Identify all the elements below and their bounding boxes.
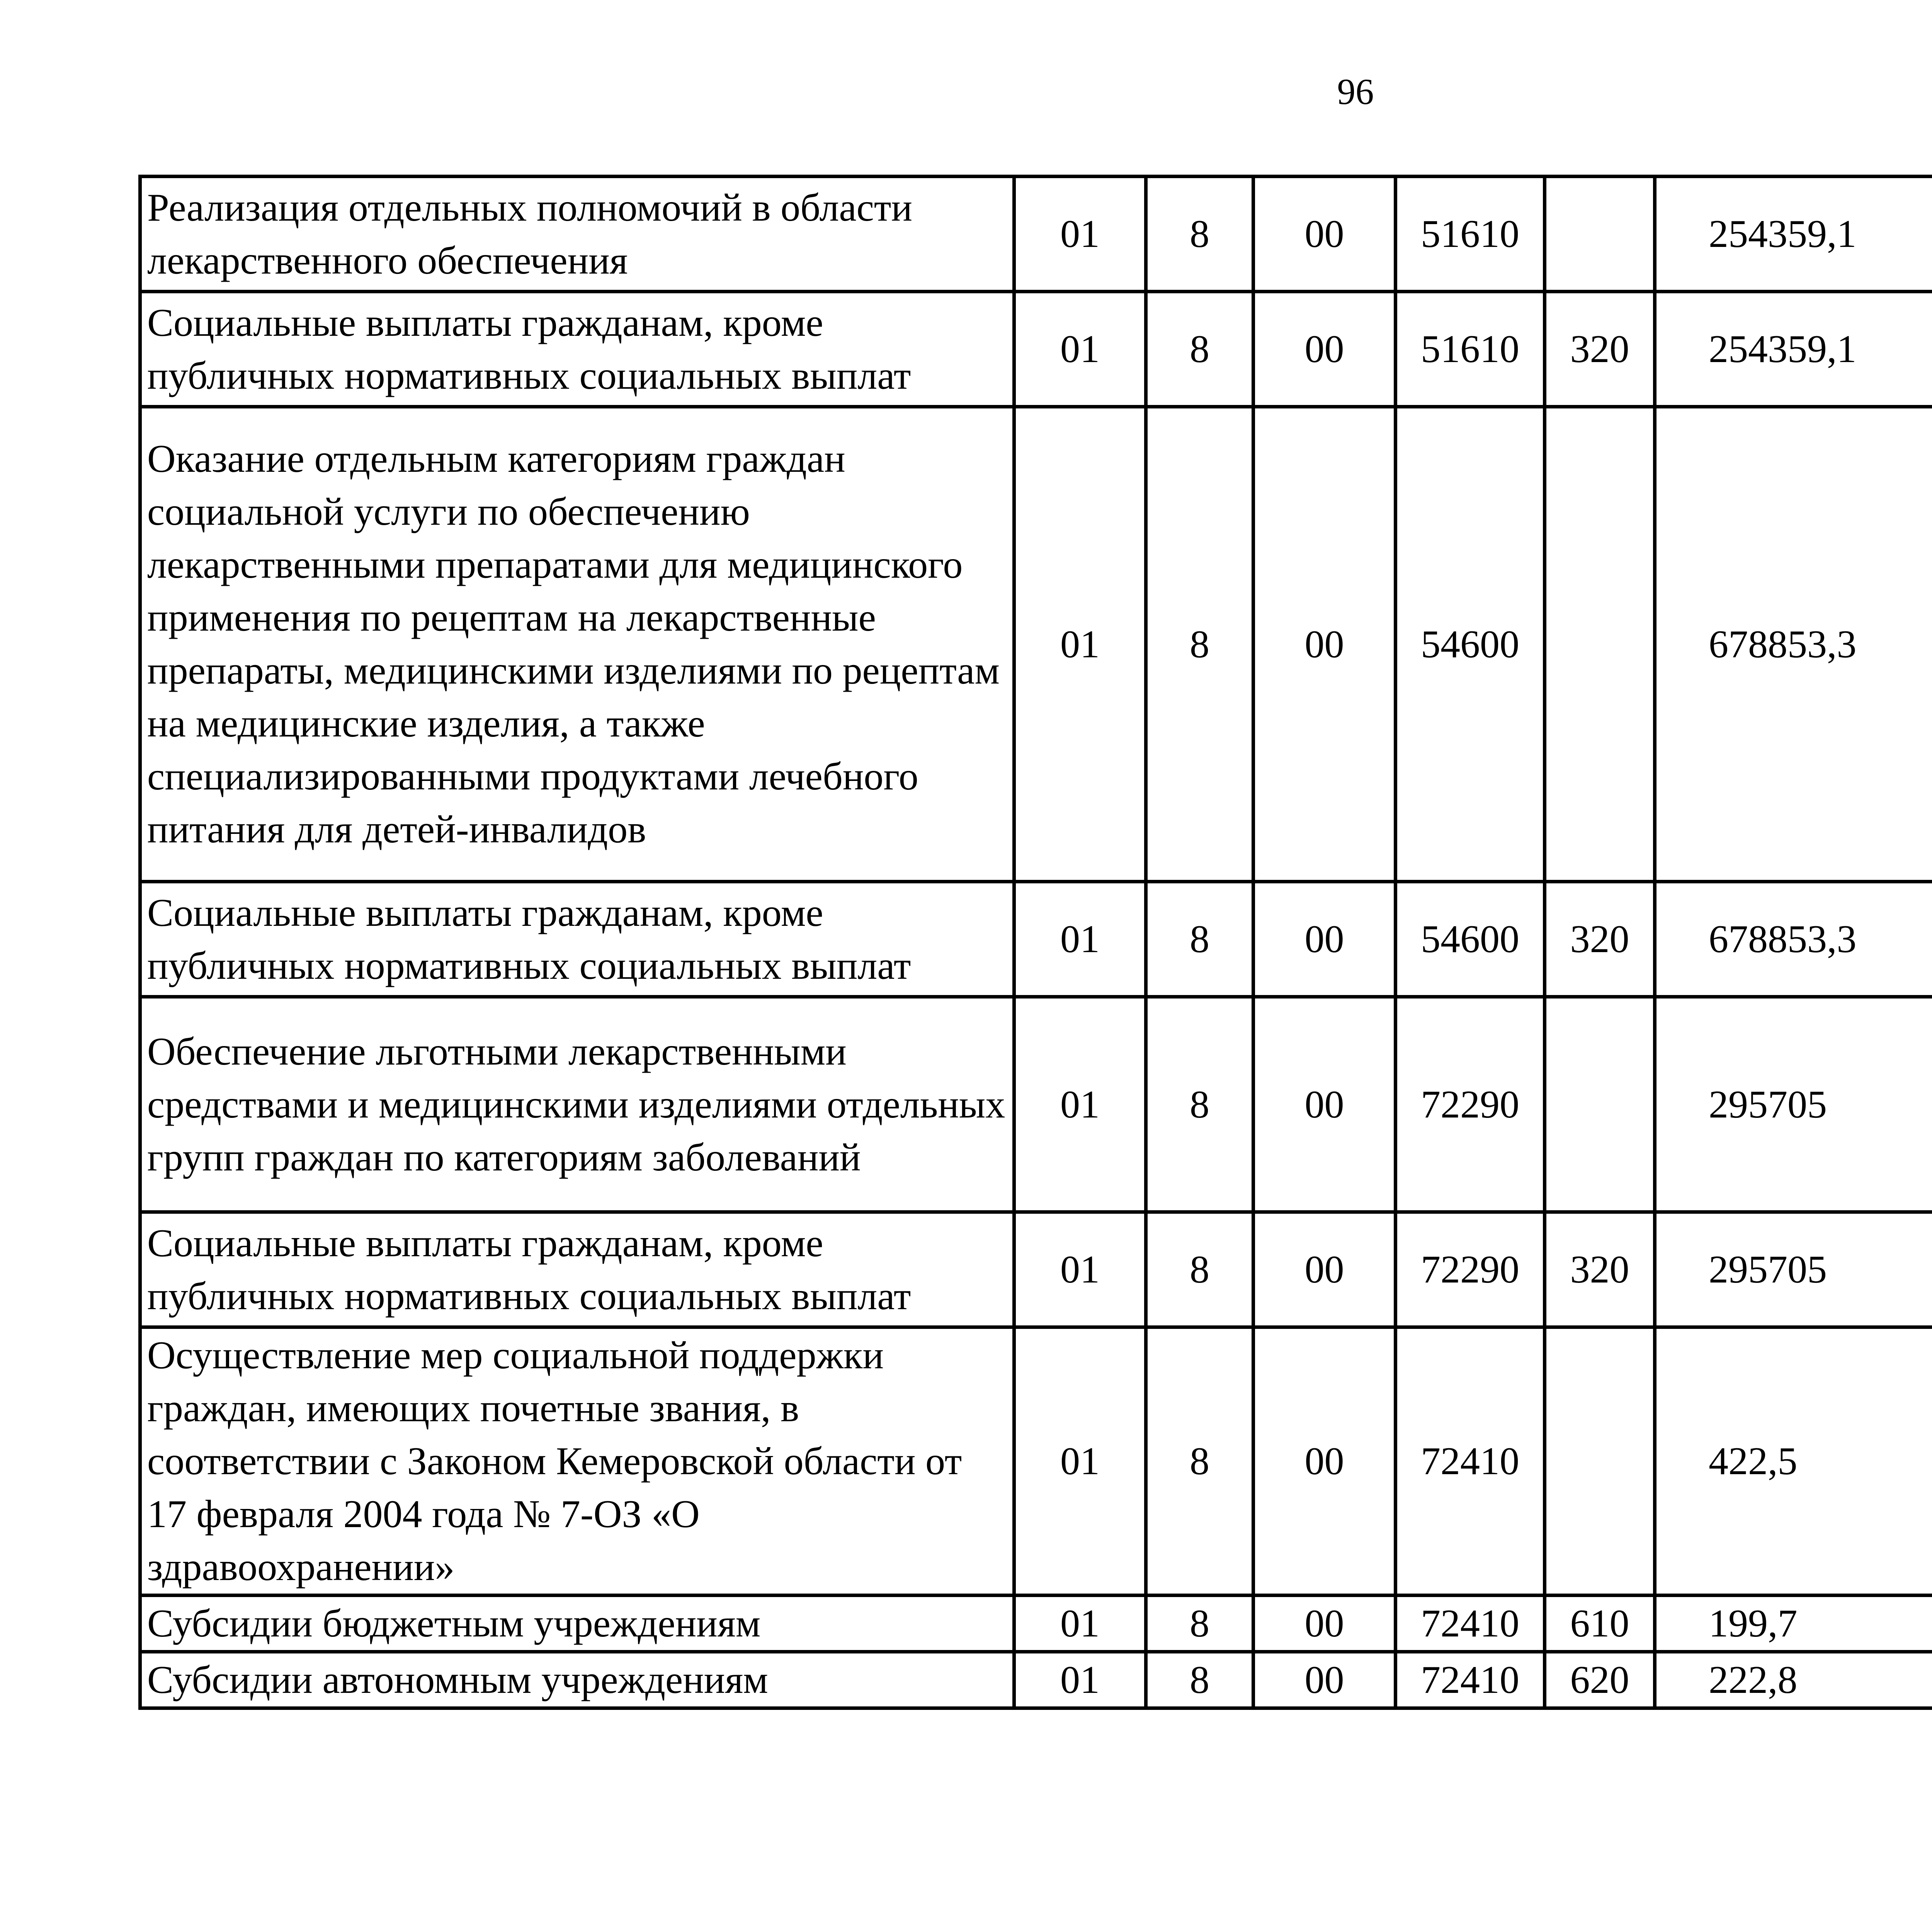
table-row bbox=[140, 177, 1932, 292]
code-subprogram: 8 bbox=[1146, 292, 1253, 407]
code-direction: 00 bbox=[1253, 1327, 1396, 1596]
amount-year-1: 422,5 bbox=[1655, 1327, 1932, 1596]
code-target: 72290 bbox=[1396, 1212, 1545, 1327]
code-direction: 00 bbox=[1253, 177, 1396, 292]
table-row bbox=[140, 407, 1932, 882]
code-direction: 00 bbox=[1253, 882, 1396, 997]
code-subprogram: 8 bbox=[1146, 1327, 1253, 1596]
row-name: Социальные выплаты гражданам, кроме публичных нормативных социальных выплат bbox=[140, 1212, 1014, 1327]
code-target: 54600 bbox=[1396, 882, 1545, 997]
code-expense-type: 610 bbox=[1545, 1596, 1655, 1652]
code-target: 54600 bbox=[1396, 407, 1545, 882]
code-direction: 00 bbox=[1253, 1212, 1396, 1327]
row-name: Осуществление мер социальной поддержки граждан, имеющих почетные звания, в соответствии с Законом Кемеровской области от 17 февраля 2004 года № 7-ОЗ «О здравоохранении» bbox=[140, 1327, 1014, 1596]
code-subprogram: 8 bbox=[1146, 997, 1253, 1212]
row-name: Оказание отдельным категориям граждан социальной услуги по обеспечению лекарственными препаратами для медицинского применения по рецептам на лекарственные препараты, медицинскими изделиями по рецептам на медицинские изделия, а также специализированными продуктами лечебного питания для детей-инвалидов bbox=[140, 407, 1014, 882]
code-program: 01 bbox=[1014, 997, 1146, 1212]
code-subprogram: 8 bbox=[1146, 407, 1253, 882]
code-direction: 00 bbox=[1253, 1596, 1396, 1652]
amount-year-1: 678853,3 bbox=[1655, 882, 1932, 997]
code-direction: 00 bbox=[1253, 997, 1396, 1212]
code-expense-type bbox=[1545, 997, 1655, 1212]
code-target: 72410 bbox=[1396, 1596, 1545, 1652]
code-direction: 00 bbox=[1253, 292, 1396, 407]
amount-year-1: 222,8 bbox=[1655, 1652, 1932, 1708]
code-program: 01 bbox=[1014, 1327, 1146, 1596]
code-expense-type: 320 bbox=[1545, 1212, 1655, 1327]
code-expense-type bbox=[1545, 177, 1655, 292]
code-program: 01 bbox=[1014, 1596, 1146, 1652]
code-expense-type: 320 bbox=[1545, 292, 1655, 407]
code-subprogram: 8 bbox=[1146, 1596, 1253, 1652]
amount-year-1: 678853,3 bbox=[1655, 407, 1932, 882]
code-program: 01 bbox=[1014, 407, 1146, 882]
code-direction: 00 bbox=[1253, 407, 1396, 882]
amount-year-1: 295705 bbox=[1655, 997, 1932, 1212]
row-name: Реализация отдельных полномочий в области лекарственного обеспечения bbox=[140, 177, 1014, 292]
code-program: 01 bbox=[1014, 1652, 1146, 1708]
code-direction: 00 bbox=[1253, 1652, 1396, 1708]
row-name: Субсидии автономным учреждениям bbox=[140, 1652, 1014, 1708]
amount-year-1: 295705 bbox=[1655, 1212, 1932, 1327]
table-row bbox=[140, 1212, 1932, 1327]
code-program: 01 bbox=[1014, 177, 1146, 292]
code-expense-type bbox=[1545, 1327, 1655, 1596]
code-target: 72410 bbox=[1396, 1327, 1545, 1596]
row-name: Социальные выплаты гражданам, кроме публичных нормативных социальных выплат bbox=[140, 292, 1014, 407]
table-row bbox=[140, 1596, 1932, 1652]
code-program: 01 bbox=[1014, 882, 1146, 997]
code-target: 72410 bbox=[1396, 1652, 1545, 1708]
table-body bbox=[140, 177, 1932, 1708]
code-expense-type bbox=[1545, 407, 1655, 882]
amount-year-1: 254359,1 bbox=[1655, 292, 1932, 407]
code-subprogram: 8 bbox=[1146, 177, 1253, 292]
amount-year-1: 254359,1 bbox=[1655, 177, 1932, 292]
amount-year-1: 199,7 bbox=[1655, 1596, 1932, 1652]
table-row bbox=[140, 1652, 1932, 1708]
code-expense-type: 620 bbox=[1545, 1652, 1655, 1708]
row-name: Субсидии бюджетным учреждениям bbox=[140, 1596, 1014, 1652]
page-number: 96 bbox=[1337, 71, 1374, 112]
code-subprogram: 8 bbox=[1146, 882, 1253, 997]
code-subprogram: 8 bbox=[1146, 1212, 1253, 1327]
table-row bbox=[140, 292, 1932, 407]
code-expense-type: 320 bbox=[1545, 882, 1655, 997]
row-name: Обеспечение льготными лекарственными средствами и медицинскими изделиями отдельных групп граждан по категориям заболеваний bbox=[140, 997, 1014, 1212]
budget-table bbox=[138, 175, 1932, 1710]
code-program: 01 bbox=[1014, 292, 1146, 407]
row-name: Социальные выплаты гражданам, кроме публичных нормативных социальных выплат bbox=[140, 882, 1014, 997]
code-subprogram: 8 bbox=[1146, 1652, 1253, 1708]
code-target: 51610 bbox=[1396, 177, 1545, 292]
table-row bbox=[140, 997, 1932, 1212]
table-row bbox=[140, 882, 1932, 997]
code-target: 51610 bbox=[1396, 292, 1545, 407]
code-target: 72290 bbox=[1396, 997, 1545, 1212]
code-program: 01 bbox=[1014, 1212, 1146, 1327]
table-row bbox=[140, 1327, 1932, 1596]
